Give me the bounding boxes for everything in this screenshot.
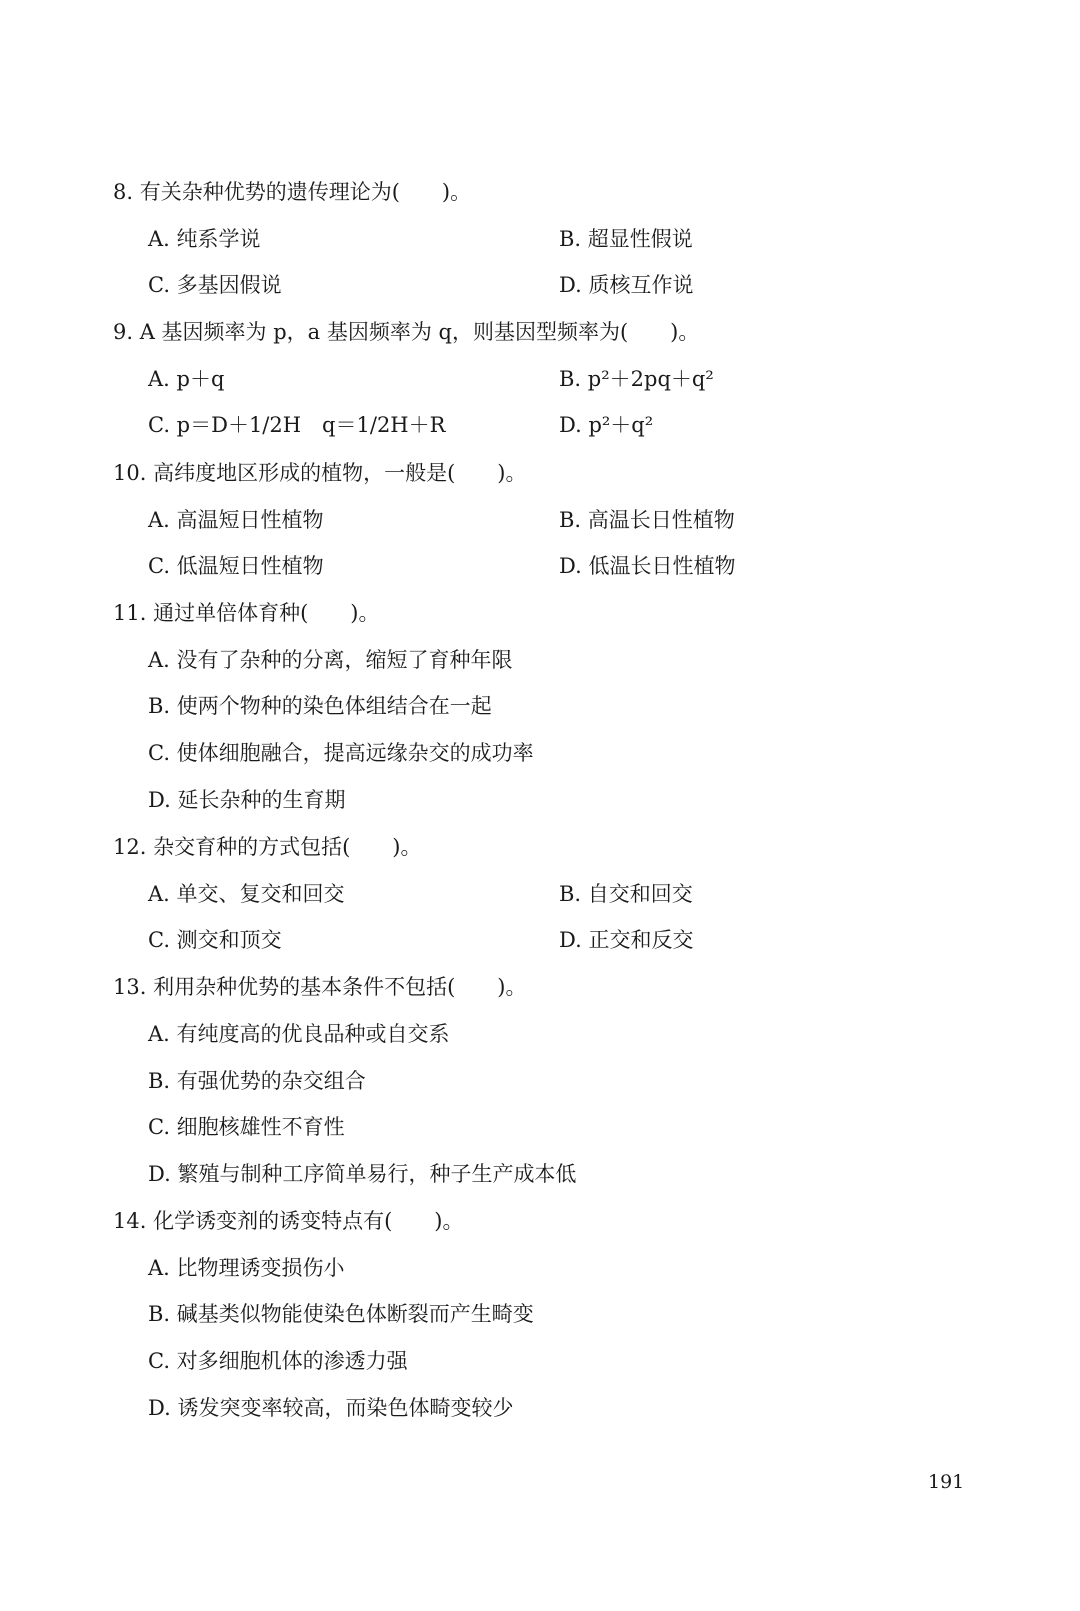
question-11-option-d: D. 延长杂种的生育期 — [148, 788, 346, 812]
question-8-stem: 8. 有关杂种优势的遗传理论为( )。 — [113, 180, 472, 204]
question-11-option-b: B. 使两个物种的染色体组结合在一起 — [148, 694, 492, 718]
question-10-option-b: B. 高温长日性植物 — [559, 508, 735, 532]
question-10-option-a: A. 高温短日性植物 — [148, 508, 324, 532]
question-11-option-a: A. 没有了杂种的分离，缩短了育种年限 — [148, 648, 513, 672]
question-13-option-b: B. 有强优势的杂交组合 — [148, 1069, 366, 1093]
question-8-option-d: D. 质核互作说 — [559, 273, 694, 297]
question-13-option-d: D. 繁殖与制种工序简单易行，种子生产成本低 — [148, 1162, 577, 1186]
question-14-stem: 14. 化学诱变剂的诱变特点有( )。 — [113, 1209, 464, 1233]
question-12-option-c: C. 测交和顶交 — [148, 928, 282, 952]
question-14-option-d: D. 诱发突变率较高，而染色体畸变较少 — [148, 1396, 514, 1420]
question-14-option-c: C. 对多细胞机体的渗透力强 — [148, 1349, 408, 1373]
question-13-stem: 13. 利用杂种优势的基本条件不包括( )。 — [113, 975, 527, 999]
question-9-stem: 9. A 基因频率为 p，a 基因频率为 q，则基因型频率为( )。 — [113, 320, 700, 344]
question-8-option-a: A. 纯系学说 — [148, 227, 261, 251]
question-8-option-c: C. 多基因假说 — [148, 273, 282, 297]
question-10-option-c: C. 低温短日性植物 — [148, 554, 324, 578]
question-10-stem: 10. 高纬度地区形成的植物，一般是( )。 — [113, 461, 527, 485]
question-9-option-a: A. p＋q — [148, 367, 225, 391]
question-11-option-c: C. 使体细胞融合，提高远缘杂交的成功率 — [148, 741, 534, 765]
question-12-option-b: B. 自交和回交 — [559, 882, 693, 906]
question-9-option-d: D. p²＋q² — [559, 413, 654, 437]
question-12-option-a: A. 单交、复交和回交 — [148, 882, 345, 906]
question-9-option-b: B. p²＋2pq＋q² — [559, 367, 714, 391]
question-14-option-b: B. 碱基类似物能使染色体断裂而产生畸变 — [148, 1302, 534, 1326]
question-10-option-d: D. 低温长日性植物 — [559, 554, 736, 578]
question-13-option-a: A. 有纯度高的优良品种或自交系 — [148, 1022, 450, 1046]
question-12-stem: 12. 杂交育种的方式包括( )。 — [113, 835, 422, 859]
question-9-option-c: C. p＝D＋1/2H q＝1/2H＋R — [148, 413, 446, 437]
question-13-option-c: C. 细胞核雄性不育性 — [148, 1115, 345, 1139]
page-number: 191 — [928, 1471, 965, 1493]
question-12-option-d: D. 正交和反交 — [559, 928, 694, 952]
question-8-option-b: B. 超显性假说 — [559, 227, 693, 251]
question-11-stem: 11. 通过单倍体育种( )。 — [113, 601, 380, 625]
question-14-option-a: A. 比物理诱变损伤小 — [148, 1256, 345, 1280]
